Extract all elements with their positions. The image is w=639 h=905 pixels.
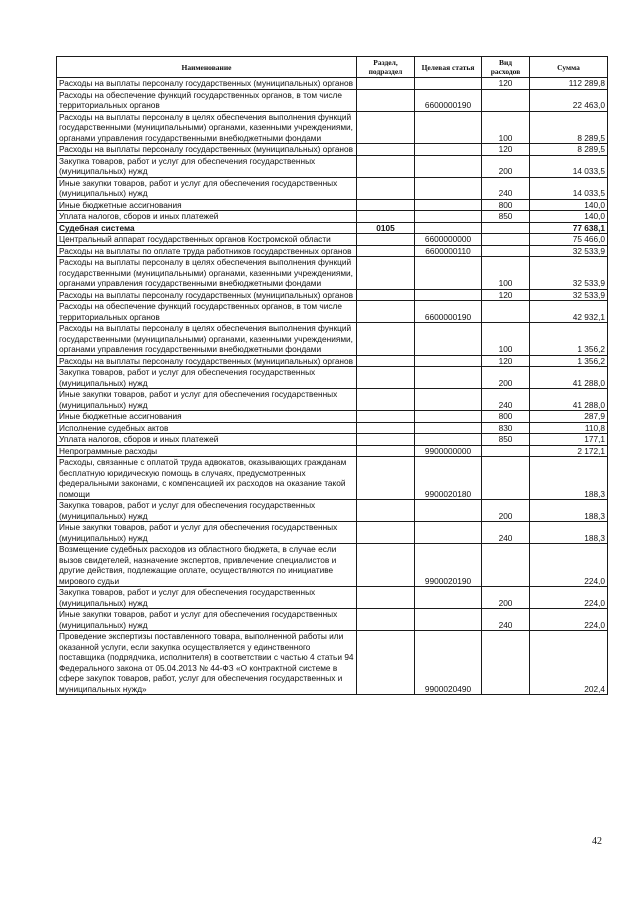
cell-article	[415, 257, 482, 290]
table-row	[57, 631, 608, 695]
cell-name: Расходы на обеспечение функций государственных органов, в том числе территориальных органов	[57, 301, 357, 323]
cell-name: Расходы, связанные с оплатой труда адвокатов, оказывающих гражданам бесплатную юридическую помощь в случаях, предусмотренных федеральными законами, с компенсацией их расходов на оказание такой помощи	[57, 457, 357, 500]
cell-section	[357, 587, 415, 609]
table-row	[57, 457, 608, 500]
table-row	[57, 389, 608, 411]
cell-section	[357, 500, 415, 522]
cell-name: Расходы на выплаты персоналу в целях обеспечения выполнения функций государственными (муниципальными) органами, казенными учреждениями, органами управления государственными внебюджетными фондами	[57, 111, 357, 144]
table-row	[57, 609, 608, 631]
cell-name: Иные закупки товаров, работ и услуг для обеспечения государственных (муниципальных) нужд	[57, 522, 357, 544]
cell-sum: 32 533,9	[530, 289, 608, 301]
table-row	[57, 355, 608, 367]
cell-name: Расходы на выплаты персоналу государственных (муниципальных) органов	[57, 144, 357, 156]
table-row	[57, 257, 608, 290]
cell-expense-type: 100	[482, 111, 530, 144]
cell-article: 6600000190	[415, 89, 482, 111]
cell-article: 6600000110	[415, 245, 482, 257]
table-row	[57, 434, 608, 446]
cell-expense-type: 850	[482, 211, 530, 223]
cell-section	[357, 257, 415, 290]
cell-article: 9900020190	[415, 544, 482, 587]
table-row	[57, 111, 608, 144]
cell-article	[415, 411, 482, 423]
cell-sum: 14 033,5	[530, 155, 608, 177]
cell-sum: 42 932,1	[530, 301, 608, 323]
cell-expense-type: 120	[482, 355, 530, 367]
cell-article	[415, 211, 482, 223]
cell-name: Возмещение судебных расходов из областного бюджета, в случае если вызов свидетелей, назначение экспертов, привлечение специалистов и другие действия, подлежащие оплате, осуществляются по инициативе мирового судьи	[57, 544, 357, 587]
cell-sum: 32 533,9	[530, 245, 608, 257]
cell-name: Иные бюджетные ассигнования	[57, 411, 357, 423]
cell-expense-type	[482, 234, 530, 246]
cell-section	[357, 522, 415, 544]
cell-name: Расходы на выплаты персоналу государственных (муниципальных) органов	[57, 78, 357, 90]
cell-sum: 224,0	[530, 544, 608, 587]
page-number: 42	[592, 836, 602, 847]
cell-section	[357, 155, 415, 177]
cell-article	[415, 355, 482, 367]
cell-expense-type: 800	[482, 199, 530, 211]
cell-sum: 2 172,1	[530, 445, 608, 457]
cell-name: Непрограммные расходы	[57, 445, 357, 457]
table-row	[57, 245, 608, 257]
cell-section	[357, 422, 415, 434]
cell-section	[357, 211, 415, 223]
cell-sum: 8 289,5	[530, 111, 608, 144]
cell-section	[357, 609, 415, 631]
table-row	[57, 544, 608, 587]
cell-section	[357, 434, 415, 446]
table-row	[57, 323, 608, 356]
cell-name: Уплата налогов, сборов и иных платежей	[57, 211, 357, 223]
cell-name: Уплата налогов, сборов и иных платежей	[57, 434, 357, 446]
cell-article	[415, 522, 482, 544]
cell-article	[415, 434, 482, 446]
cell-name: Расходы на обеспечение функций государственных органов, в том числе территориальных органов	[57, 89, 357, 111]
cell-name: Исполнение судебных актов	[57, 422, 357, 434]
cell-sum: 140,0	[530, 199, 608, 211]
cell-article	[415, 367, 482, 389]
header-name: Наименование	[57, 57, 357, 78]
cell-sum: 202,4	[530, 631, 608, 695]
cell-sum: 224,0	[530, 609, 608, 631]
cell-name: Расходы на выплаты персоналу государственных (муниципальных) органов	[57, 355, 357, 367]
cell-article	[415, 323, 482, 356]
cell-name: Закупка товаров, работ и услуг для обеспечения государственных (муниципальных) нужд	[57, 155, 357, 177]
cell-article	[415, 78, 482, 90]
header-expense-type: Вид расходов	[482, 57, 530, 78]
cell-sum: 1 356,2	[530, 323, 608, 356]
cell-name: Закупка товаров, работ и услуг для обеспечения государственных (муниципальных) нужд	[57, 500, 357, 522]
cell-name: Судебная система	[57, 222, 357, 234]
cell-section	[357, 199, 415, 211]
cell-sum: 8 289,5	[530, 144, 608, 156]
cell-section: 0105	[357, 222, 415, 234]
cell-expense-type: 240	[482, 522, 530, 544]
cell-sum: 112 289,8	[530, 78, 608, 90]
cell-expense-type: 120	[482, 144, 530, 156]
cell-expense-type: 100	[482, 257, 530, 290]
cell-section	[357, 289, 415, 301]
cell-section	[357, 234, 415, 246]
cell-section	[357, 177, 415, 199]
cell-article	[415, 289, 482, 301]
cell-article	[415, 199, 482, 211]
table-row	[57, 155, 608, 177]
header-section: Раздел, подраздел	[357, 57, 415, 78]
cell-expense-type	[482, 301, 530, 323]
cell-article	[415, 389, 482, 411]
cell-expense-type	[482, 222, 530, 234]
cell-article	[415, 422, 482, 434]
cell-sum: 287,9	[530, 411, 608, 423]
cell-sum: 75 466,0	[530, 234, 608, 246]
table-row	[57, 301, 608, 323]
cell-expense-type: 120	[482, 78, 530, 90]
cell-name: Закупка товаров, работ и услуг для обеспечения государственных (муниципальных) нужд	[57, 587, 357, 609]
cell-article	[415, 177, 482, 199]
cell-article: 9900020490	[415, 631, 482, 695]
table-body	[57, 78, 608, 695]
cell-section	[357, 78, 415, 90]
cell-section	[357, 355, 415, 367]
table-row	[57, 289, 608, 301]
cell-expense-type: 200	[482, 587, 530, 609]
cell-article	[415, 155, 482, 177]
cell-section	[357, 544, 415, 587]
cell-expense-type: 120	[482, 289, 530, 301]
cell-section	[357, 111, 415, 144]
cell-expense-type: 800	[482, 411, 530, 423]
table-row	[57, 367, 608, 389]
cell-sum: 224,0	[530, 587, 608, 609]
cell-expense-type	[482, 445, 530, 457]
cell-name: Проведение экспертизы поставленного товара, выполненной работы или оказанной услуги, если закупка осуществляется у единственного поставщика (подрядчика, исполнителя) в соответствии с частью 4 статьи 94 Федерального закона от 05.04.2013 № 44-ФЗ «О контрактной системе в сфере закупок товаров, работ, услуг для обеспечения государственных и муниципальных нужд»	[57, 631, 357, 695]
cell-name: Закупка товаров, работ и услуг для обеспечения государственных (муниципальных) нужд	[57, 367, 357, 389]
budget-table-container	[56, 56, 607, 695]
table-row	[57, 144, 608, 156]
cell-name: Расходы на выплаты персоналу государственных (муниципальных) органов	[57, 289, 357, 301]
cell-name: Иные закупки товаров, работ и услуг для обеспечения государственных (муниципальных) нужд	[57, 177, 357, 199]
header-article: Целевая статья	[415, 57, 482, 78]
cell-expense-type	[482, 631, 530, 695]
table-header-row	[57, 57, 608, 78]
cell-section	[357, 245, 415, 257]
table-row	[57, 445, 608, 457]
cell-name: Иные закупки товаров, работ и услуг для обеспечения государственных (муниципальных) нужд	[57, 389, 357, 411]
table-row	[57, 199, 608, 211]
cell-expense-type: 200	[482, 500, 530, 522]
cell-name: Иные закупки товаров, работ и услуг для обеспечения государственных (муниципальных) нужд	[57, 609, 357, 631]
table-row	[57, 211, 608, 223]
cell-section	[357, 457, 415, 500]
cell-expense-type	[482, 457, 530, 500]
cell-expense-type: 240	[482, 389, 530, 411]
cell-sum: 188,3	[530, 457, 608, 500]
cell-section	[357, 631, 415, 695]
cell-sum: 22 463,0	[530, 89, 608, 111]
cell-expense-type: 830	[482, 422, 530, 434]
cell-section	[357, 411, 415, 423]
cell-expense-type: 240	[482, 609, 530, 631]
table-row	[57, 78, 608, 90]
cell-expense-type	[482, 245, 530, 257]
cell-sum: 188,3	[530, 522, 608, 544]
cell-expense-type: 850	[482, 434, 530, 446]
table-row	[57, 422, 608, 434]
table-row	[57, 89, 608, 111]
cell-section	[357, 445, 415, 457]
cell-section	[357, 89, 415, 111]
cell-name: Иные бюджетные ассигнования	[57, 199, 357, 211]
cell-sum: 140,0	[530, 211, 608, 223]
cell-expense-type	[482, 89, 530, 111]
cell-sum: 177,1	[530, 434, 608, 446]
cell-sum: 41 288,0	[530, 367, 608, 389]
cell-expense-type	[482, 544, 530, 587]
table-row	[57, 587, 608, 609]
table-row	[57, 234, 608, 246]
cell-article: 6600000000	[415, 234, 482, 246]
cell-section	[357, 301, 415, 323]
cell-section	[357, 389, 415, 411]
table-row	[57, 522, 608, 544]
cell-article	[415, 609, 482, 631]
table-row	[57, 411, 608, 423]
cell-sum: 32 533,9	[530, 257, 608, 290]
cell-name: Центральный аппарат государственных органов Костромской области	[57, 234, 357, 246]
cell-sum: 110,8	[530, 422, 608, 434]
cell-name: Расходы на выплаты персоналу в целях обеспечения выполнения функций государственными (муниципальными) органами, казенными учреждениями, органами управления государственными внебюджетными фондами	[57, 257, 357, 290]
cell-sum: 77 638,1	[530, 222, 608, 234]
cell-expense-type: 240	[482, 177, 530, 199]
cell-sum: 14 033,5	[530, 177, 608, 199]
cell-article	[415, 587, 482, 609]
cell-sum: 41 288,0	[530, 389, 608, 411]
cell-article	[415, 222, 482, 234]
header-sum: Сумма	[530, 57, 608, 78]
cell-name: Расходы на выплаты персоналу в целях обеспечения выполнения функций государственными (муниципальными) органами, казенными учреждениями, органами управления государственными внебюджетными фондами	[57, 323, 357, 356]
cell-article: 6600000190	[415, 301, 482, 323]
cell-article	[415, 111, 482, 144]
cell-article	[415, 144, 482, 156]
cell-expense-type: 200	[482, 367, 530, 389]
cell-section	[357, 323, 415, 356]
cell-section	[357, 144, 415, 156]
cell-sum: 188,3	[530, 500, 608, 522]
cell-expense-type: 100	[482, 323, 530, 356]
cell-expense-type: 200	[482, 155, 530, 177]
cell-article: 9900000000	[415, 445, 482, 457]
table-row	[57, 222, 608, 234]
cell-name: Расходы на выплаты по оплате труда работников государственных органов	[57, 245, 357, 257]
table-row	[57, 177, 608, 199]
cell-sum: 1 356,2	[530, 355, 608, 367]
cell-section	[357, 367, 415, 389]
cell-article: 9900020180	[415, 457, 482, 500]
table-row	[57, 500, 608, 522]
cell-article	[415, 500, 482, 522]
budget-table	[56, 56, 608, 695]
